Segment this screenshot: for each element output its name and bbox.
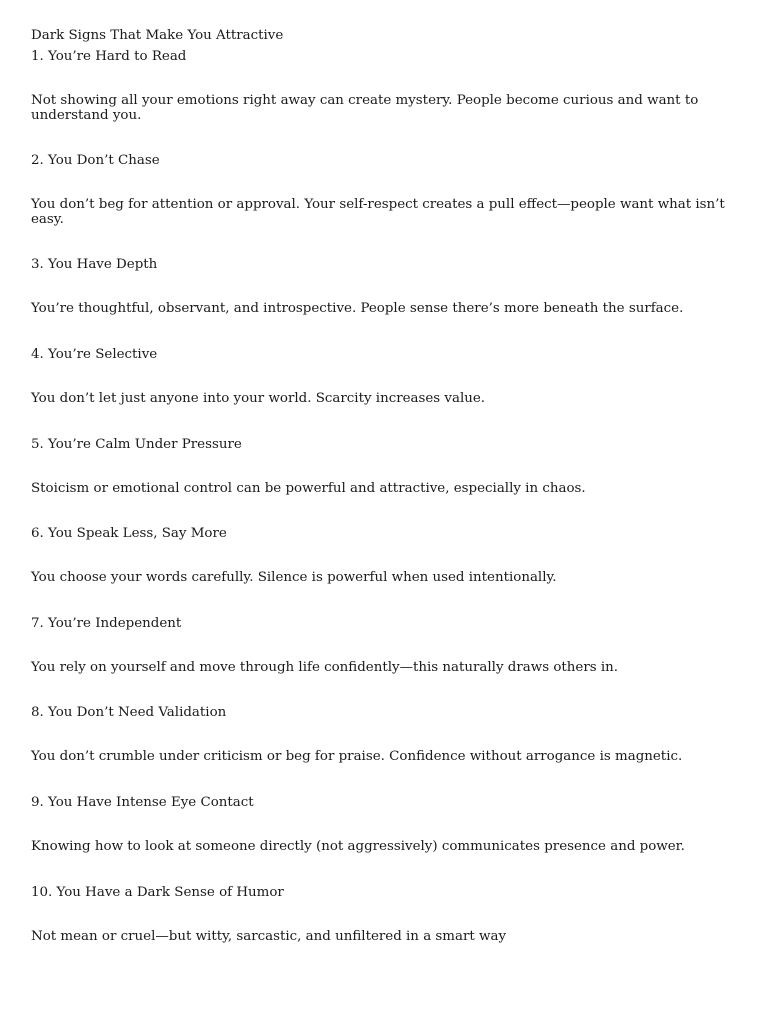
section-6 xyxy=(31,525,728,586)
section-heading: 6. You Speak Less, Say More xyxy=(31,526,227,542)
section-4 xyxy=(31,346,728,407)
section-heading: 9. You Have Intense Eye Contact xyxy=(31,794,254,810)
section-heading: 1. You’re Hard to Read xyxy=(31,49,187,64)
section-body: You don’t beg for attention or approval. Your self-respect creates a pull effect—people want what isn’t easy. xyxy=(31,197,725,227)
section-body: You’re thoughtful, observant, and introspective. People sense there’s more beneath the surface. xyxy=(31,301,684,317)
section-body: Not mean or cruel—but witty, sarcastic, and unfiltered in a smart way xyxy=(31,928,507,944)
section-heading: 2. You Don’t Chase xyxy=(31,153,160,169)
section-heading: 8. You Don’t Need Validation xyxy=(31,705,227,721)
section-body: Stoicism or emotional control can be powerful and attractive, especially in chaos. xyxy=(31,480,586,496)
section-1 xyxy=(31,48,728,123)
section-body: You don’t crumble under criticism or beg for praise. Confidence without arrogance is magnetic. xyxy=(31,749,683,765)
section-heading: 10. You Have a Dark Sense of Humor xyxy=(31,884,284,900)
section-body: You rely on yourself and move through life confidently—this naturally draws others in. xyxy=(31,659,619,675)
section-3 xyxy=(31,256,728,317)
section-body: Not showing all your emotions right away can create mystery. People become curious and want to understand you. xyxy=(31,93,699,123)
section-8 xyxy=(31,704,728,765)
section-heading: 7. You’re Independent xyxy=(31,615,182,631)
section-10 xyxy=(31,884,728,945)
section-2 xyxy=(31,152,728,227)
section-body: You don’t let just anyone into your world. Scarcity increases value. xyxy=(31,390,486,406)
section-heading: 4. You’re Selective xyxy=(31,346,158,362)
section-body: Knowing how to look at someone directly (not aggressively) communicates presence and power. xyxy=(31,838,685,854)
section-5 xyxy=(31,436,728,497)
document-title: Dark Signs That Make You Attractive xyxy=(31,28,284,43)
section-heading: 3. You Have Depth xyxy=(31,257,158,273)
section-9 xyxy=(31,794,728,855)
section-body: You choose your words carefully. Silence is powerful when used intentionally. xyxy=(31,570,557,586)
section-7 xyxy=(31,615,728,676)
section-heading: 5. You’re Calm Under Pressure xyxy=(31,436,242,452)
